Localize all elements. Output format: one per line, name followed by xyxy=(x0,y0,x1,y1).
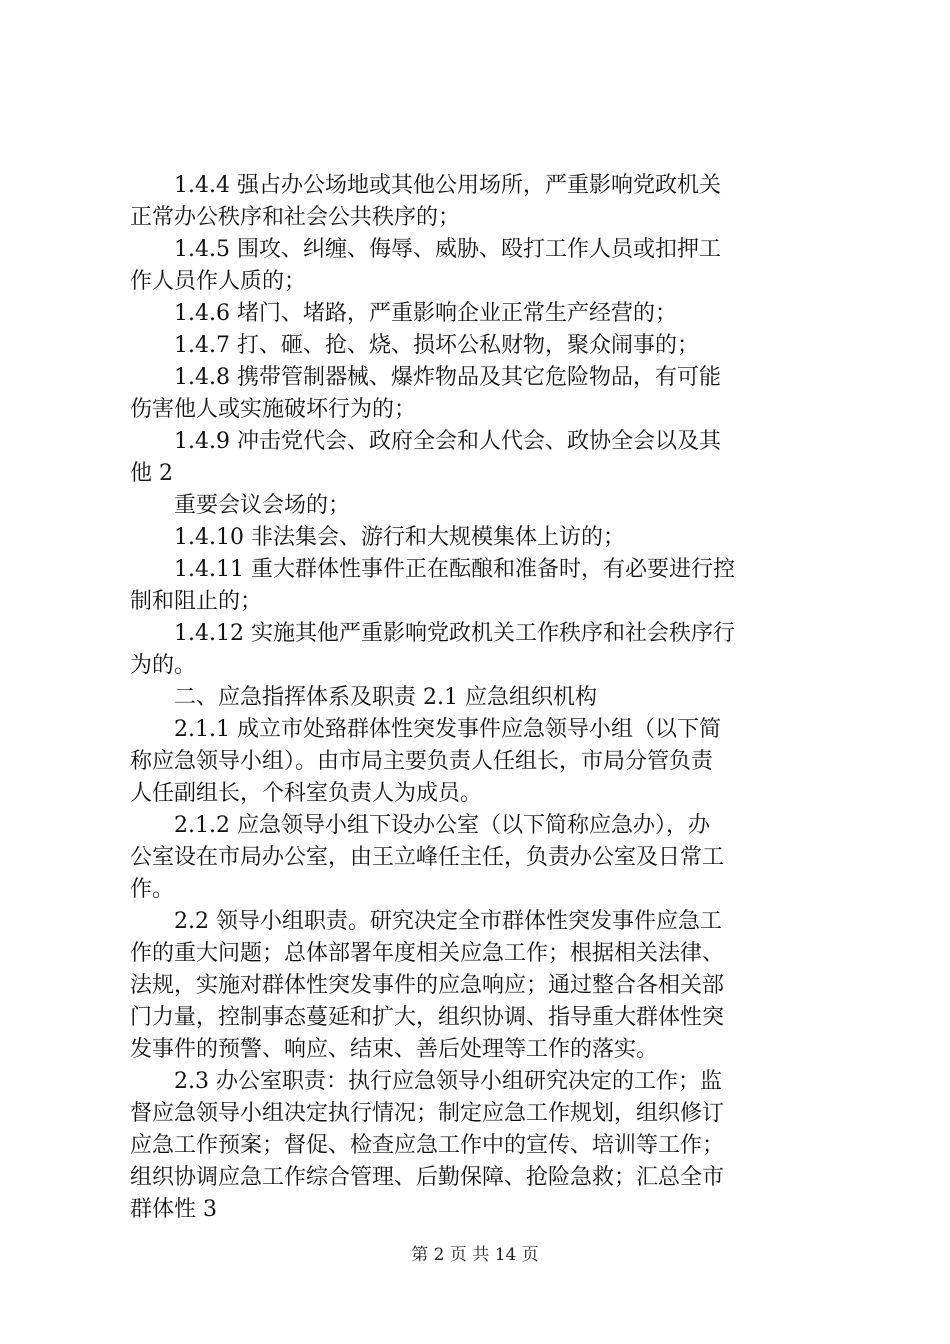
body-text-line: 2.1.1 成立市处臵群体性突发事件应急领导小组（以下简 xyxy=(130,717,721,742)
body-text-line: 应急工作预案；督促、检查应急工作中的宣传、培训等工作； xyxy=(130,1133,725,1158)
body-text-line: 2.2 领导小组职责。研究决定全市群体性突发事件应急工 xyxy=(130,909,722,934)
body-text-line: 正常办公秩序和社会公共秩序的； xyxy=(130,205,461,230)
body-text-line: 群体性 3 xyxy=(130,1197,217,1222)
body-text-line: 他 2 xyxy=(130,461,173,486)
body-text-line: 称应急领导小组）。由市局主要负责人任组长，市局分管负责 xyxy=(130,749,714,774)
body-text-line: 督应急领导小组决定执行情况；制定应急工作规划，组织修订 xyxy=(130,1101,725,1126)
body-text-line: 1.4.7 打、砸、抢、烧、损坏公私财物，聚众闹事的； xyxy=(130,333,699,358)
body-text-line: 2.3 办公室职责：执行应急领导小组研究决定的工作；监 xyxy=(130,1069,722,1094)
body-text-line: 2.1.2 应急领导小组下设办公室（以下简称应急办），办 xyxy=(130,813,710,838)
body-text-line: 作人员作人质的； xyxy=(130,269,307,294)
body-text-line: 1.4.5 围攻、纠缠、侮辱、威胁、殴打工作人员或扣押工 xyxy=(130,237,721,262)
body-text-line: 为的。 xyxy=(130,653,197,678)
section-heading: 二、应急指挥体系及职责 2.1 应急组织机构 xyxy=(130,685,597,710)
body-text-line: 法规，实施对群体性突发事件的应急响应；通过整合各相关部 xyxy=(130,973,725,998)
body-text-line: 伤害他人或实施破坏行为的； xyxy=(130,397,417,422)
body-text-line: 公室设在市局办公室，由王立峰任主任，负责办公室及日常工 xyxy=(130,845,725,870)
page-number-footer: 第 2 页 共 14 页 xyxy=(411,1245,539,1265)
body-text-line: 1.4.11 重大群体性事件正在酝酿和准备时，有必要进行控 xyxy=(130,557,735,582)
body-text-line: 1.4.9 冲击党代会、政府全会和人代会、政协全会以及其 xyxy=(130,429,721,454)
body-text-line: 作。 xyxy=(130,877,175,902)
body-text-line: 1.4.6 堵门、堵路，严重影响企业正常生产经营的； xyxy=(130,301,677,326)
body-text-line: 1.4.12 实施其他严重影响党政机关工作秩序和社会秩序行 xyxy=(130,621,735,646)
body-text-line: 发事件的预警、响应、结束、善后处理等工作的落实。 xyxy=(130,1037,659,1062)
body-text-line: 1.4.4 强占办公场地或其他公用场所，严重影响党政机关 xyxy=(130,173,721,198)
body-text-line: 1.4.8 携带管制器械、爆炸物品及其它危险物品，有可能 xyxy=(130,365,721,390)
body-text-line: 制和阻止的； xyxy=(130,589,263,614)
body-text-line: 作的重大问题；总体部署年度相关应急工作；根据相关法律、 xyxy=(130,941,725,966)
body-text-line: 组织协调应急工作综合管理、后勤保障、抢险急救；汇总全市 xyxy=(130,1165,725,1190)
body-text-line: 门力量，控制事态蔓延和扩大，组织协调、指导重大群体性突 xyxy=(130,1005,725,1030)
body-text-line: 人任副组长，个科室负责人为成员。 xyxy=(130,781,483,806)
body-text-line: 1.4.10 非法集会、游行和大规模集体上访的； xyxy=(130,525,625,550)
body-text-line: 重要会议会场的； xyxy=(130,493,351,518)
